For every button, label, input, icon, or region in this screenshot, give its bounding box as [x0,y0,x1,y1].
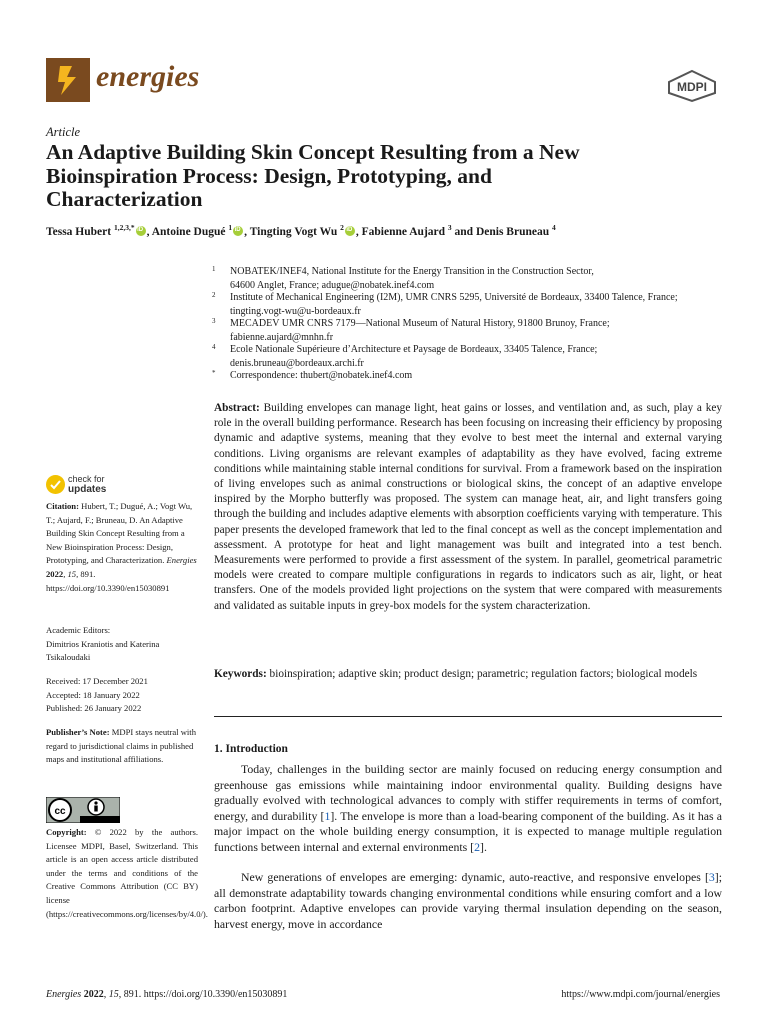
affiliation-line: 64600 Anglet, France; adugue@nobatek.inef4.com [230,280,435,291]
affiliation-number: 2 [212,291,216,299]
affiliation-number: 3 [212,317,216,325]
abstract-label: Abstract: [214,402,260,414]
svg-text:cc: cc [54,806,66,817]
keywords-label: Keywords: [214,668,267,680]
author-separator: and [451,225,476,238]
citation-link[interactable]: 2 [474,839,481,854]
author-affiliation-number: 2 [340,223,344,232]
article-type: Article [46,125,81,139]
orcid-icon[interactable] [233,226,243,236]
affiliation-line: tingting.vogt-wu@u-bordeaux.fr [230,306,361,317]
affiliation-item [214,343,734,371]
footer-doi-link[interactable]: , 891. https://doi.org/10.3390/en15030891 [118,989,288,1000]
author-name[interactable]: Denis Bruneau [475,225,550,238]
affiliation-number: 4 [212,343,216,351]
affiliation-line: Ecole Nationale Supérieure d’Architecture et Paysage de Bordeaux, 33405 Talence, France; [230,344,598,355]
publisher-name: MDPI [677,80,707,94]
citation-link[interactable]: 3 [708,870,715,884]
intro-paragraph-1: Today, challenges in the building sector are mainly focused on reducing energy consumption and greenhouse gas emissions while maintaining indoor environmental quality. Building designs have gradually evolved with technological advances to comply with stiffer requirements in terms of comfort, energy, and durability [1]. The envelope is more than a load-bearing component of the building. As it has a major impact on the whole building energy consumption, it is expected to manage multiple regulation functions between internal and external environments [2]. [214,762,722,854]
author-affiliation-number: 4 [552,223,556,232]
keywords [214,667,722,682]
affiliation-item [214,291,734,319]
section-heading: 1. Introduction [214,743,288,755]
academic-editors: Academic Editors: Dimitrios Kraniotis and Katerina Tsikaloudaki [46,625,160,663]
orcid-icon[interactable] [136,226,146,236]
author-separator: , [244,225,250,238]
author-affiliation-number: 1 [228,223,233,232]
author-separator: , [355,225,362,238]
citation-link[interactable]: 1 [324,808,331,823]
author-name[interactable]: Tingting Vogt Wu [249,225,338,238]
affiliation-number: 1 [212,265,216,273]
affiliation-item [214,265,734,293]
check-for-updates-icon[interactable] [46,475,65,494]
check-for-updates[interactable]: check for updates [68,474,107,495]
author-affiliation-number: 1,2,3,* [113,223,135,232]
author-name[interactable]: Tessa Hubert [46,225,112,238]
footer-citation: Energies 2022, 15, 891. https://doi.org/10.3390/en15030891 [46,989,288,1000]
cc-by-icon[interactable] [46,797,120,823]
affiliation-line: Correspondence: thubert@nobatek.inef4.com [230,370,413,381]
journal-name[interactable]: energies [96,60,200,93]
orcid-icon[interactable] [345,226,355,236]
abstract-text: Building envelopes can manage light, heat gains or losses, and ventilation and, as such, play a key role in the overall building performance. Research has been focusing on increasing their efficiency by proposing dynamic and adaptive systems, meaning that they evolve to best meet the internal and external varying conditions. Living organisms are relevant examples of adaptability as they have evolved, facing extreme conditions while maintaining stable internal conditions for survival. From a framework based on the inspiration of living envelopes such as animal constructions or biological skins, the concept of an adaptive envelope inspired by the Morpho butterfly was proposed. The system can manage heat, air, and light transfers going through the building and includes adaptive elements with absorption coefficients varying with temperature. This paper presents the developed framework that led to the final concept as well as the concept implementation and assessment. A prototype for heat and light management was built and integrated into a test bench. Measurements were performed to provide a first assessment of the system. In parallel, geometrical parametric models were created to compare multiple configurations in regards to indicators such as air, light, or heat transfers. One of the models provided light projections on the system that were compared with measurements and validated as suitable inputs in grey-box models for the system characterization. [214,402,723,612]
abstract [214,401,722,614]
copyright: Copyright: © 2022 by the authors. Licensee MDPI, Basel, Switzerland. This article is an open access article distributed under the terms and conditions of the Creative Commons Attribution (CC BY) license (https://creativecommons.org/licenses/by/4.0/). [46,827,208,919]
author-affiliation-number: 3 [447,223,452,232]
journal-logo [46,58,90,102]
affiliation-item [214,369,734,383]
affiliation-line: NOBATEK/INEF4, National Institute for the Energy Transition in the Construction Sector, [230,266,594,277]
author-name[interactable]: Fabienne Aujard [361,225,446,238]
footer-journal-url[interactable]: https://www.mdpi.com/journal/energies [561,989,720,1000]
section-divider [214,716,722,717]
affiliation-line: MECADEV UMR CNRS 7179—National Museum of Natural History, 91800 Brunoy, France; [230,318,610,329]
publisher-logo[interactable] [666,69,718,103]
article-title: An Adaptive Building Skin Concept Resulting from a New Bioinspiration Process: Design, Prototyping, and Characterization [46,140,580,211]
doi-link[interactable]: 891. https://doi.org/10.3390/en15030891 [46,568,170,593]
dates: Received: 17 December 2021 Accepted: 18 January 2022 Published: 26 January 2022 [46,676,148,714]
author-separator: , [146,225,152,238]
author-list [46,223,726,238]
affiliation-line: denis.bruneau@bordeaux.archi.fr [230,358,364,369]
citation-info: Citation: Hubert, T.; Dugué, A.; Vogt Wu, T.; Aujard, F.; Bruneau, D. An Adaptive Building Skin Concept Resulting from a New Bioinspiration Process: Design, Prototyping, and Characterization. Energies 2022, 15, 891. https://doi.org/10.3390/en15030891 [46,501,197,593]
keywords-text: bioinspiration; adaptive skin; product design; parametric; regulation factors; biological models [269,668,698,680]
affiliation-number: * [212,369,216,377]
intro-paragraph-2: New generations of envelopes are emerging: dynamic, auto-reactive, and responsive envelopes [3]; all demonstrate adaptability towards changing environmental conditions while ensuring comfort and a low carbon footprint. Adaptive envelopes can provide varying thermal insulation depending on the season, harvest energy, move in accordance [214,870,722,931]
author-name[interactable]: Antoine Dugué [151,225,226,238]
affiliation-line: fabienne.aujard@mnhn.fr [230,332,334,343]
affiliation-line: Institute of Mechanical Engineering (I2M), UMR CNRS 5295, Université de Bordeaux, 33400 Talence, France; [230,292,678,303]
publisher-note: Publisher’s Note: MDPI stays neutral with regard to jurisdictional claims in published maps and institutional affiliations. [46,727,196,765]
lightning-bolt-icon [46,58,90,102]
affiliation-item [214,317,734,345]
